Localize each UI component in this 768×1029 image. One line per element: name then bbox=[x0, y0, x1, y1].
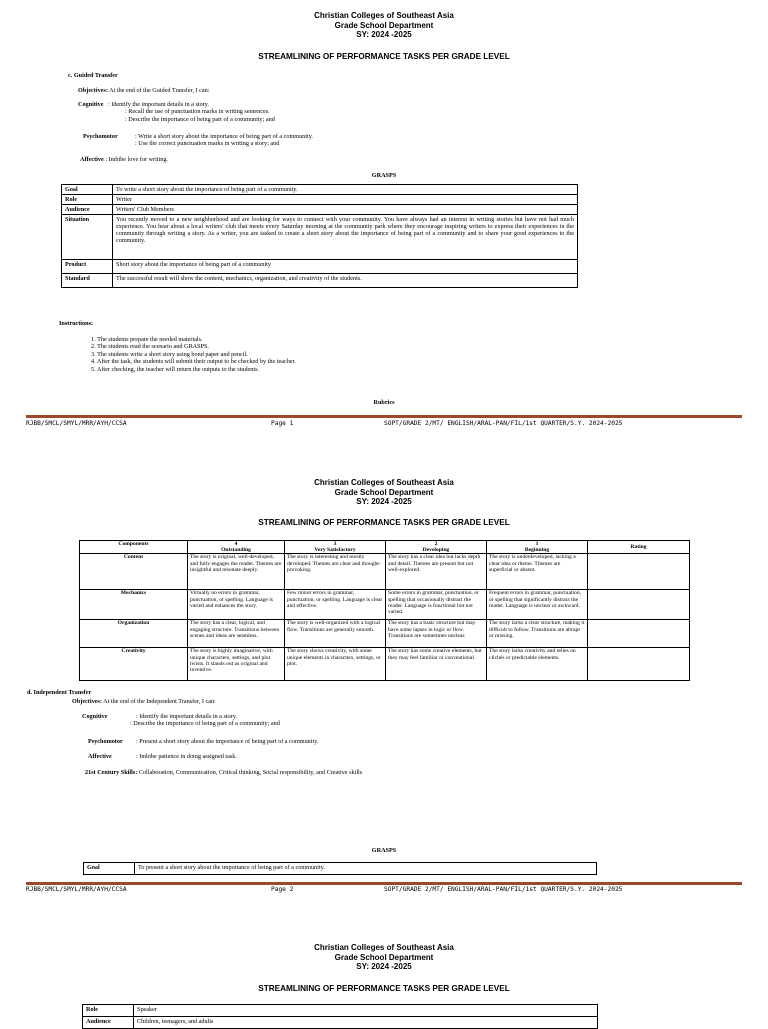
rubric-cell: The story has a basic structure but may have some lapses in logic or flow. Transitions are sometimes unclear. bbox=[386, 620, 487, 648]
grasps-value: Speaker bbox=[134, 1005, 598, 1017]
rubric-header bbox=[285, 541, 386, 554]
rubric-header bbox=[386, 541, 487, 554]
rubric-score: 4 bbox=[234, 541, 238, 547]
rubric-score: 2 bbox=[434, 541, 438, 547]
rubric-header bbox=[588, 541, 690, 554]
grasps-row bbox=[62, 205, 578, 215]
grasps-key: Audience bbox=[83, 1017, 134, 1029]
rubric-cell: Some errors in grammar, punctuation, or spelling that occasionally distract the reader. Language is functional but not varied. bbox=[386, 590, 487, 620]
affective-label: Affective bbox=[80, 156, 104, 163]
affective-row bbox=[80, 156, 168, 163]
rubric-cell: Frequent errors in grammar, punctuation, or spelling that significantly distract the reader. Language is unclear or awkward. bbox=[487, 590, 588, 620]
rubric-row bbox=[80, 590, 690, 620]
rubric-component: Mechanics bbox=[80, 590, 188, 620]
grasps-title: GRASPS bbox=[371, 847, 397, 854]
school-name: Christian Colleges of Southeast Asia bbox=[314, 478, 454, 487]
school-year: SY: 2024 -2025 bbox=[356, 962, 412, 971]
document-title: STREAMLINING OF PERFORMANCE TASKS PER GRADE LEVEL bbox=[258, 518, 510, 527]
rubric-rating-cell bbox=[588, 648, 690, 681]
footer-reference: SOPT/GRADE 2/MT/ ENGLISH/ARAL-PAN/FIL/1st QUARTER/S.Y. 2024-2025 bbox=[384, 886, 623, 893]
school-name: Christian Colleges of Southeast Asia bbox=[314, 943, 454, 952]
grasps-value: You recently moved to a new neighborhood and are looking for ways to connect with your community. You have always had an interest in writing stories but have not had much experience. You hear about a local writers' club that meets every Saturday morning at the community park where they encourage inspiring writers to express their experiences in the community through writing a story. As a writer, you are tasked to create a short story about the importance of being part of a community and to share your good experiences to the community. bbox=[113, 215, 578, 260]
rubric-cell: The story is highly imaginative, with unique characters, settings, and plot twists. It stands out as original and inventive. bbox=[188, 648, 285, 681]
rubrics-label: Rubrics bbox=[373, 399, 395, 406]
school-year: SY: 2024 -2025 bbox=[356, 30, 412, 39]
rubric-cell: The story shows creativity, with some unique elements in characters, settings, or plot. bbox=[285, 648, 386, 681]
instructions-label: Instructions: bbox=[59, 320, 94, 327]
grasps-row bbox=[62, 215, 578, 260]
grasps-value: The successful result will show the content, mechanics, organization, and creativity of the students. bbox=[113, 274, 578, 288]
grasps-row bbox=[62, 274, 578, 288]
psychomotor-item: : Use the correct punctuation marks in writing a story; and bbox=[135, 140, 280, 148]
grasps-table bbox=[61, 184, 578, 288]
objectives-label: Objectives: bbox=[72, 698, 102, 705]
page2-header bbox=[0, 478, 768, 507]
grasps-key: Standard bbox=[62, 274, 113, 288]
rubric-cell: The story lacks a clear structure, making it difficult to follow. Transitions are abrupt or missing. bbox=[487, 620, 588, 648]
grasps-key: Role bbox=[62, 195, 113, 205]
school-year: SY: 2024 -2025 bbox=[356, 497, 412, 506]
rubric-header-label: Components bbox=[118, 541, 149, 547]
cognitive-item: : Describe the importance of being part of a community; and bbox=[125, 115, 275, 123]
rubric-cell: The story is interesting and mostly developed. Themes are clear and thought-provoking. bbox=[285, 554, 386, 590]
grasps-value: Children, teenagers, and adults bbox=[134, 1017, 598, 1029]
cognitive-item: : Describe the importance of being part of a community; and bbox=[130, 720, 280, 728]
cognitive-item: : Recall the use of punctuation marks in writing sentences. bbox=[125, 108, 270, 116]
guided-transfer-heading: c. Guided Transfer bbox=[68, 72, 118, 79]
instruction-item: 1. The students prepare the needed materials. bbox=[91, 336, 203, 343]
cognitive-item: : Identify the important details in a story. bbox=[136, 713, 237, 720]
school-name: Christian Colleges of Southeast Asia bbox=[314, 11, 454, 20]
rubric-header bbox=[487, 541, 588, 554]
rubric-header-row bbox=[80, 541, 690, 554]
page1-header bbox=[0, 11, 768, 40]
psychomotor-text: : Present a short story about the importance of being part of a community. bbox=[136, 738, 319, 745]
rubric-cell: The story is underdeveloped, lacking a clear idea or theme. Themes are superficial or absent. bbox=[487, 554, 588, 590]
grasps-row bbox=[62, 195, 578, 205]
rubric-header-label: Developing bbox=[422, 547, 450, 554]
cognitive-list bbox=[108, 101, 275, 123]
grasps-key: Goal bbox=[84, 863, 135, 875]
skills-label: 21st Century Skills: bbox=[85, 769, 138, 776]
document-title: STREAMLINING OF PERFORMANCE TASKS PER GRADE LEVEL bbox=[258, 52, 510, 61]
department-name: Grade School Department bbox=[334, 952, 434, 962]
affective-text: : Imbibe love for writing. bbox=[105, 156, 168, 163]
rubric-row bbox=[80, 554, 690, 590]
grasps-key: Audience bbox=[62, 205, 113, 215]
grasps-key: Product bbox=[62, 260, 113, 274]
cognitive-label: Cognitive bbox=[78, 101, 104, 108]
rubric-header-label: Outstanding bbox=[221, 547, 251, 554]
rubric-header-label: Rating bbox=[630, 544, 647, 551]
grasps-row bbox=[62, 260, 578, 274]
grasps-key: Goal bbox=[62, 185, 113, 195]
rubric-component: Creativity bbox=[80, 648, 188, 681]
rubric-row bbox=[80, 620, 690, 648]
instructions-list bbox=[91, 336, 296, 373]
psychomotor-label: Psychomotor bbox=[83, 133, 118, 140]
instruction-item: 4. After the task, the students will submit their output to be checked by the teacher. bbox=[91, 358, 296, 366]
rubric-cell: The story is original, well-developed, and fully engages the reader. Themes are insightful and resonate deeply. bbox=[188, 554, 285, 590]
guided-objectives bbox=[78, 87, 209, 94]
grasps-title: GRASPS bbox=[371, 172, 397, 179]
rubric-cell: Virtually no errors in grammar, punctuation, or spelling. Language is varied and enhances the story. bbox=[188, 590, 285, 620]
page-footer-rule bbox=[26, 882, 742, 885]
grasps-row bbox=[83, 1017, 598, 1029]
grasps-key: Situation bbox=[62, 215, 113, 260]
rubric-rating-cell bbox=[588, 590, 690, 620]
objectives-label: Objectives: bbox=[78, 87, 108, 94]
footer-reference: SOPT/GRADE 2/MT/ ENGLISH/ARAL-PAN/FIL/1st QUARTER/S.Y. 2024-2025 bbox=[384, 420, 623, 427]
rubric-cell: The story has a clear, logical, and engaging structure. Transitions between scenes and ideas are seamless. bbox=[188, 620, 285, 648]
rubric-component: Organization bbox=[80, 620, 188, 648]
affective-text: : Imbibe patience in doing assigned task. bbox=[136, 753, 237, 760]
independent-grasps-table bbox=[83, 862, 597, 875]
department-name: Grade School Department bbox=[334, 20, 434, 30]
independent-transfer-heading: d. Independent Transfer bbox=[27, 689, 92, 696]
independent-objectives bbox=[72, 698, 216, 705]
footer-code: RJBB/SMCL/SMYL/MRR/AYH/CCSA bbox=[26, 420, 127, 427]
rubric-cell: The story lacks creativity and relies on clichés or predictable elements. bbox=[487, 648, 588, 681]
page3-grasps-table bbox=[82, 1004, 598, 1029]
grasps-row bbox=[84, 863, 597, 875]
page-footer-rule bbox=[26, 415, 742, 418]
rubric-header-label: Beginning bbox=[524, 547, 550, 554]
rubric-score: 3 bbox=[333, 541, 337, 547]
psychomotor-label: Psychomotor bbox=[88, 738, 123, 745]
rubric-table bbox=[79, 540, 690, 681]
cognitive-list bbox=[130, 713, 280, 728]
department-name: Grade School Department bbox=[334, 487, 434, 497]
rubric-cell: Few minor errors in grammar, punctuation, or spelling. Language is clear and effective. bbox=[285, 590, 386, 620]
grasps-row bbox=[62, 185, 578, 195]
psychomotor-item: : Write a short story about the importance of being part of a community. bbox=[135, 133, 313, 140]
affective-label: Affective bbox=[88, 753, 112, 760]
grasps-row bbox=[83, 1005, 598, 1017]
objectives-text: At the end of the Guided Transfer, I can: bbox=[109, 87, 210, 94]
rubric-score: 1 bbox=[535, 541, 539, 547]
rubric-rating-cell bbox=[588, 554, 690, 590]
cognitive-item: : Identify the important details in a story. bbox=[108, 101, 209, 108]
footer-page-number: Page 1 bbox=[271, 420, 294, 427]
instruction-item: 5. After checking, the teacher will return the outputs to the students. bbox=[91, 365, 260, 373]
rubric-header bbox=[80, 541, 188, 554]
instruction-item: 3. The students write a short story using bond paper and pencil. bbox=[91, 350, 248, 358]
cognitive-label: Cognitive bbox=[82, 713, 108, 720]
rubric-header bbox=[188, 541, 285, 554]
grasps-value: Writers' Club Members bbox=[113, 205, 578, 215]
century-skills bbox=[85, 769, 362, 776]
rubric-component: Content bbox=[80, 554, 188, 590]
rubric-cell: The story has some creative elements, but they may feel familiar or conventional. bbox=[386, 648, 487, 681]
objectives-text: At the end of the Independent Transfer, I can: bbox=[103, 698, 216, 705]
grasps-value: To write a short story about the importance of being part of a community. bbox=[113, 185, 578, 195]
rubric-cell: The story is well-organized with a logical flow. Transitions are generally smooth. bbox=[285, 620, 386, 648]
rubric-cell: The story has a clear idea but lacks depth and detail. Themes are present but not well-explored. bbox=[386, 554, 487, 590]
document-title: STREAMLINING OF PERFORMANCE TASKS PER GRADE LEVEL bbox=[258, 984, 510, 993]
grasps-value: Short story about the importance of being part of a community bbox=[113, 260, 578, 274]
footer-page-number: Page 2 bbox=[271, 886, 294, 893]
skills-text: Collaboration, Communication, Critical thinking, Social responsibility, and Creative skills bbox=[138, 769, 363, 776]
rubric-rating-cell bbox=[588, 620, 690, 648]
psychomotor-list bbox=[135, 133, 313, 148]
footer-code: RJBB/SMCL/SMYL/MRR/AYH/CCSA bbox=[26, 886, 127, 893]
instruction-item: 2. The students read the scenario and GRASPS. bbox=[91, 343, 209, 351]
rubric-row bbox=[80, 648, 690, 681]
grasps-value: Writer bbox=[113, 195, 578, 205]
grasps-value: To present a short story about the importance of being part of a community. bbox=[135, 863, 597, 875]
page3-header bbox=[0, 943, 768, 972]
rubric-header-label: Very Satisfactory bbox=[314, 547, 356, 554]
grasps-key: Role bbox=[83, 1005, 134, 1017]
